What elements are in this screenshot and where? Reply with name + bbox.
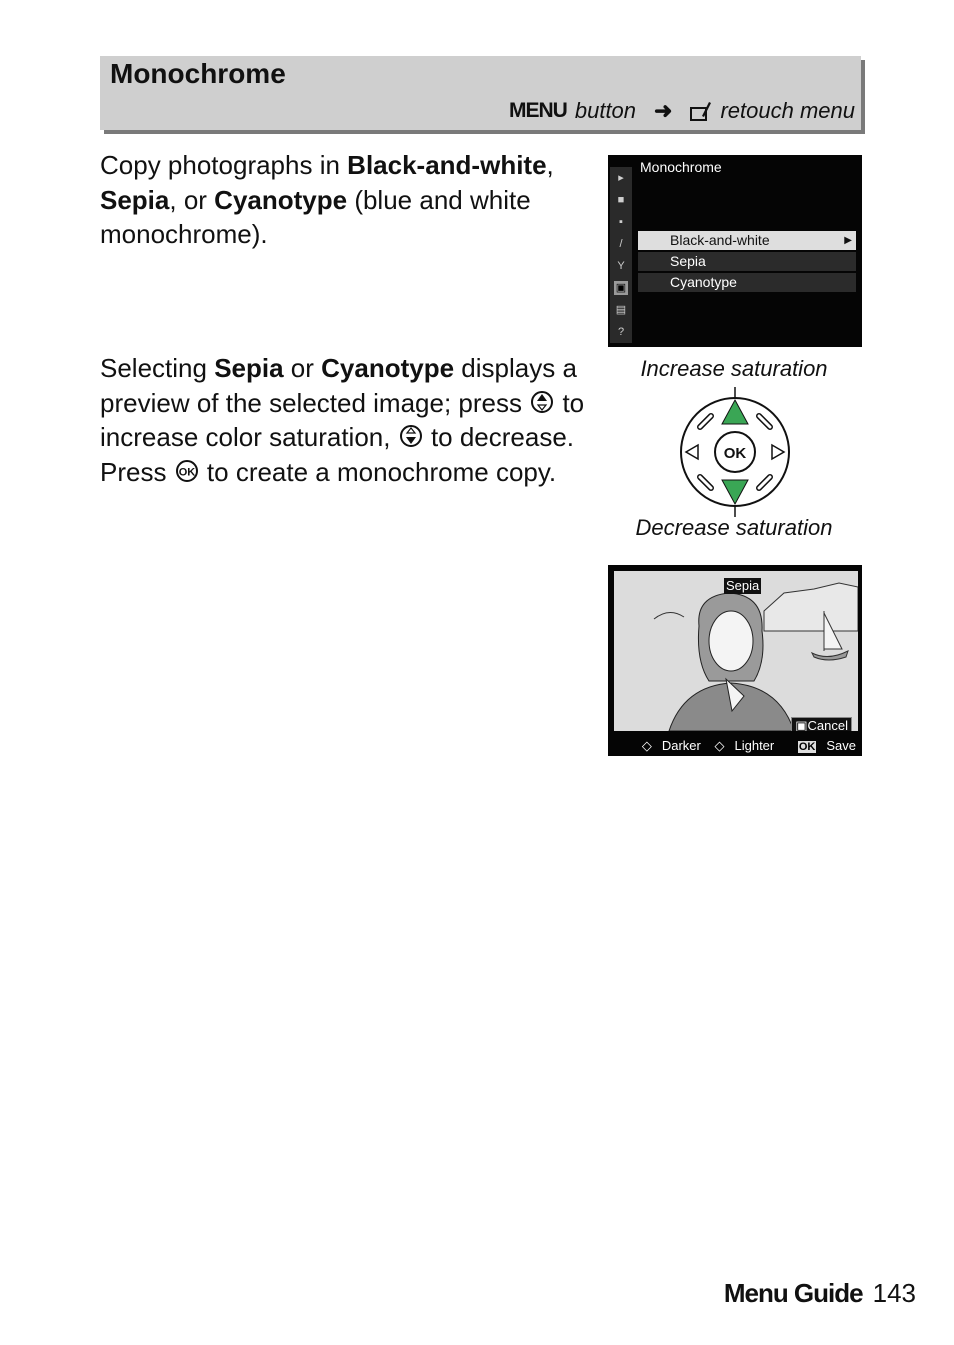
chevron-right-icon: ▶ — [844, 235, 852, 246]
multi-selector-down-icon — [398, 423, 424, 449]
page-title: Monochrome — [110, 58, 286, 89]
arrow-icon: ➜ — [654, 98, 673, 123]
save-hint[interactable]: OK Save — [798, 738, 856, 753]
screen-button-legend — [608, 738, 856, 754]
portrait-illustration — [614, 571, 858, 731]
breadcrumb — [509, 98, 855, 124]
retouch-menu-text: retouch menu — [720, 98, 855, 123]
camera-menu-screenshot — [608, 155, 862, 347]
preview-image — [614, 571, 858, 731]
section-header — [100, 56, 861, 130]
menu-item-sepia[interactable]: Sepia — [638, 252, 856, 271]
playback-icon: ▸ — [618, 172, 624, 184]
darker-hint: ◇ Darker — [641, 738, 701, 753]
menu-item-black-and-white[interactable]: Black-and-white ▶ — [638, 231, 856, 250]
multi-selector-diagram — [674, 387, 796, 517]
camera-icon: ■ — [617, 194, 625, 206]
recent-icon: ▤ — [615, 304, 627, 316]
sepia-tag: Sepia — [726, 578, 760, 593]
page-number: 143 — [872, 1278, 916, 1308]
page-footer — [724, 1278, 916, 1309]
help-icon: ? — [617, 326, 625, 338]
ok-button-icon — [174, 458, 200, 484]
retouch-menu-icon — [690, 100, 712, 122]
cancel-button[interactable]: ▣Cancel — [791, 717, 852, 731]
section-name: Menu Guide — [723, 1278, 863, 1308]
pencil-icon: / — [619, 238, 623, 250]
screen-title: Monochrome — [640, 159, 722, 175]
retouch-icon: ▣ — [615, 282, 627, 294]
intro-paragraph: Copy photographs in Black-and-white, Sepia, or Cyanotype (blue and white monochrome). — [100, 150, 554, 249]
instructions-paragraph: Selecting Sepia or Cyanotype displays a preview of the selected image; press to increase color saturation, to decrease. Press OK to create a monochrome copy. — [100, 353, 585, 487]
menu-tab-sidebar — [610, 167, 632, 343]
menu-button-label: MENU — [509, 99, 567, 122]
multi-selector-up-icon — [529, 389, 555, 415]
svg-text:OK: OK — [178, 466, 195, 478]
menu-item-cyanotype[interactable]: Cyanotype — [638, 273, 856, 292]
lighter-hint: ◇ Lighter — [714, 738, 775, 753]
sepia-preview-screenshot — [608, 565, 862, 756]
decrease-caption: Decrease saturation — [635, 515, 833, 540]
movie-icon: ▪ — [619, 216, 623, 228]
button-text: button — [574, 98, 637, 123]
ok-label: OK — [723, 445, 747, 462]
wrench-icon: Y — [617, 260, 625, 272]
increase-caption: Increase saturation — [640, 356, 828, 381]
